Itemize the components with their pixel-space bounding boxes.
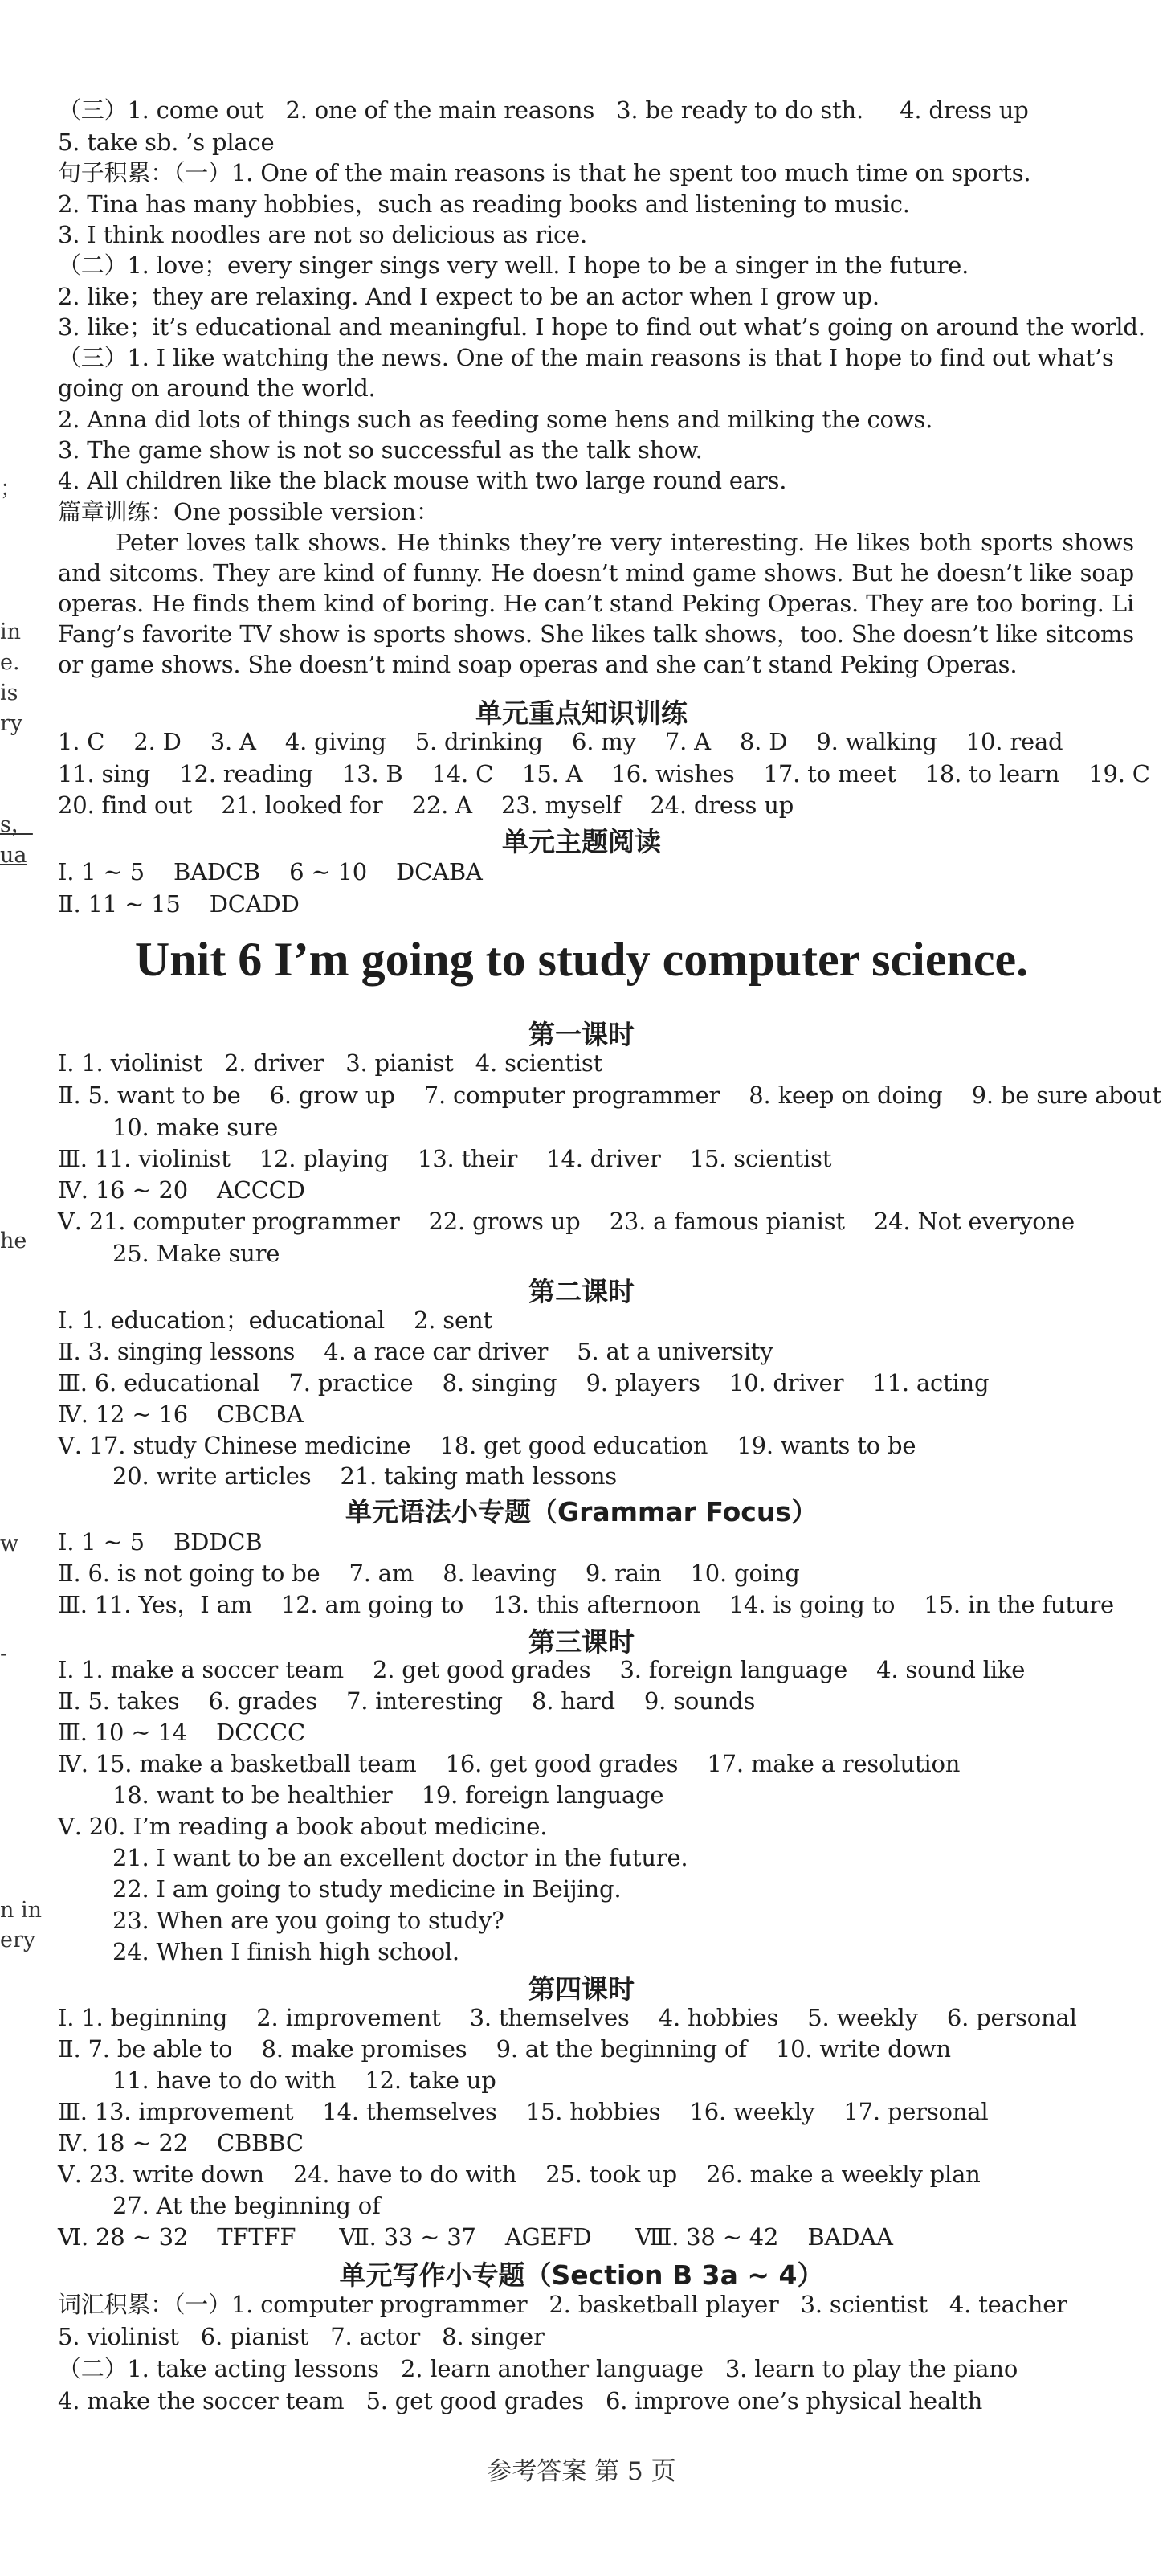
page-footer: 参考答案 第 5 页 [487, 2457, 676, 2486]
answer-line: Ⅰ. 1. beginning 2. improvement 3. themselves 4. hobbies 5. weekly 6. personal [58, 2004, 1077, 2031]
answer-line: Ⅱ. 3. singing lessons 4. a race car driver 5. at a university [58, 1338, 773, 1365]
answer-line: Ⅵ. 28 ~ 32 TFTFF Ⅶ. 33 ~ 37 AGEFD Ⅷ. 38 ~ 42 BADAA [58, 2223, 893, 2251]
margin-fragment: in [0, 619, 22, 644]
answer-line: 20. find out 21. looked for 22. A 23. myself 24. dress up [58, 791, 794, 819]
margin-fragment: n in [0, 1898, 42, 1923]
margin-fragment: e. [0, 650, 20, 675]
answer-line: 3. like；it’s educational and meaningful. I hope to find out what’s going on around the world. [58, 313, 1145, 341]
answer-line: Ⅲ. 11. violinist 12. playing 13. their 14. driver 15. scientist [58, 1145, 832, 1172]
answer-line: Ⅱ. 6. is not going to be 7. am 8. leaving 9. rain 10. going [58, 1560, 800, 1587]
answer-line: Ⅳ. 15. make a basketball team 16. get good grades 17. make a resolution [58, 1750, 961, 1777]
answer-line: Ⅴ. 23. write down 24. have to do with 25. took up 26. make a weekly plan [58, 2161, 981, 2188]
unit-title: Unit 6 I’m going to study computer science. [134, 933, 1029, 986]
answer-line: 21. I want to be an excellent doctor in the future. [112, 1844, 688, 1871]
answer-line: Ⅴ. 20. I’m reading a book about medicine. [58, 1813, 548, 1840]
essay-paragraph: Peter loves talk shows. He thinks they’re very interesting. He likes both sports shows and sitcoms. They are kind of funny. He doesn’t mind game shows. But he doesn’t like soap operas. He finds them kind of boring. He can’t stand Peking Operas. They are too boring. Li Fang’s favorite TV show is sports shows. She likes talk shows，too. She doesn’t like sitcoms or game shows. She doesn’t mind soap operas and she can’t stand Peking Operas. [58, 529, 1134, 678]
section-heading: 第一课时 [528, 1019, 635, 1050]
section-heading: 第二课时 [528, 1276, 635, 1307]
answer-line: Ⅳ. 12 ~ 16 CBCBA [58, 1400, 304, 1428]
section-heading: 第三课时 [528, 1626, 635, 1658]
answer-line: 27. At the beginning of [112, 2192, 381, 2219]
answer-line: 句子积累：（一）1. One of the main reasons is that he spent too much time on sports. [58, 159, 1031, 186]
answer-line: Ⅰ. 1. violinist 2. driver 3. pianist 4. scientist [58, 1049, 602, 1077]
answer-line: Ⅰ. 1. education；educational 2. sent [58, 1306, 492, 1334]
answer-line: Ⅰ. 1 ~ 5 BADCB 6 ~ 10 DCABA [58, 858, 483, 885]
margin-fragment: s， [0, 812, 33, 837]
answer-line: 2. like；they are relaxing. And I expect to be an actor when I grow up. [58, 283, 879, 310]
answer-line: 11. sing 12. reading 13. B 14. C 15. A 16. wishes 17. to meet 18. to learn 19. C [58, 760, 1150, 787]
answer-line: Ⅲ. 13. improvement 14. themselves 15. hobbies 16. weekly 17. personal [58, 2098, 989, 2125]
answer-line: Ⅳ. 16 ~ 20 ACCCD [58, 1176, 305, 1204]
answer-line: Ⅴ. 21. computer programmer 22. grows up 23. a famous pianist 24. Not everyone [58, 1208, 1075, 1235]
answer-line: 10. make sure [112, 1114, 279, 1141]
answer-line: going on around the world. [58, 374, 376, 402]
answer-line: 篇章训练：One possible version： [58, 498, 439, 525]
answer-line: Ⅰ. 1 ~ 5 BDDCB [58, 1528, 263, 1556]
answer-line: Ⅱ. 5. want to be 6. grow up 7. computer programmer 8. keep on doing 9. be sure about [58, 1082, 1161, 1109]
answer-line: Ⅱ. 7. be able to 8. make promises 9. at the beginning of 10. write down [58, 2035, 951, 2063]
answer-line: 5. take sb. ’s place [58, 129, 275, 156]
answer-line: 18. want to be healthier 19. foreign language [112, 1781, 664, 1809]
answer-line: 11. have to do with 12. take up [112, 2067, 496, 2094]
answer-line: 2. Anna did lots of things such as feeding some hens and milking the cows. [58, 406, 933, 433]
section-heading: 单元语法小专题（Grammar Focus） [345, 1496, 818, 1527]
answer-line: （二）1. love；every singer sings very well. I hope to be a singer in the future. [58, 251, 969, 279]
margin-fragment: ery [0, 1928, 36, 1952]
answer-line: 5. violinist 6. pianist 7. actor 8. singer [58, 2323, 545, 2350]
answer-line: Ⅰ. 1. make a soccer team 2. get good grades 3. foreign language 4. sound like [58, 1656, 1026, 1683]
answer-line: 1. C 2. D 3. A 4. giving 5. drinking 6. my 7. A 8. D 9. walking 10. read [58, 728, 1063, 755]
answer-line: Ⅳ. 18 ~ 22 CBBBC [58, 2129, 304, 2157]
margin-fragment: ua [0, 843, 27, 868]
answer-line: 词汇积累：（一）1. computer programmer 2. basketball player 3. scientist 4. teacher [58, 2291, 1067, 2318]
section-heading: 单元主题阅读 [502, 826, 661, 857]
answer-line: 4. All children like the black mouse with two large round ears. [58, 467, 787, 494]
answer-line: 22. I am going to study medicine in Beijing. [112, 1875, 622, 1903]
answer-line: Ⅲ. 10 ~ 14 DCCCC [58, 1719, 306, 1746]
answer-line: 3. The game show is not so successful as the talk show. [58, 436, 703, 464]
margin-fragment: - [0, 1642, 8, 1666]
answer-line: （二）1. take acting lessons 2. learn another language 3. learn to play the piano [58, 2355, 1018, 2382]
answer-line: 2. Tina has many hobbies，such as reading books and listening to music. [58, 190, 910, 218]
answer-line: （三）1. come out 2. one of the main reasons 3. be ready to do sth. 4. dress up [58, 96, 1029, 124]
answer-line: 20. write articles 21. taking math lessons [112, 1462, 617, 1490]
margin-fragment: w [0, 1531, 19, 1556]
answer-line: （三）1. I like watching the news. One of the main reasons is that I hope to find out what’s [58, 344, 1114, 371]
answer-line: 23. When are you going to study? [112, 1907, 504, 1934]
margin-fragment: he [0, 1229, 27, 1253]
answer-line: Ⅲ. 6. educational 7. practice 8. singing 9. players 10. driver 11. acting [58, 1369, 990, 1396]
section-heading: 单元重点知识训练 [475, 697, 688, 729]
answer-line: 3. I think noodles are not so delicious as rice. [58, 221, 588, 248]
answer-line: Ⅲ. 11. Yes，I am 12. am going to 13. this afternoon 14. is going to 15. in the future [58, 1591, 1114, 1618]
answer-line: Ⅱ. 11 ~ 15 DCADD [58, 890, 300, 918]
margin-fragment: is [0, 681, 18, 705]
section-heading: 单元写作小专题（Section B 3a ~ 4） [339, 2259, 824, 2291]
answer-line: 25. Make sure [112, 1240, 280, 1267]
margin-fragment: ry [0, 711, 23, 736]
answer-line: 4. make the soccer team 5. get good grades 6. improve one’s physical health [58, 2387, 983, 2414]
answer-line: Ⅱ. 5. takes 6. grades 7. interesting 8. hard 9. sounds [58, 1687, 756, 1715]
answer-line: 24. When I finish high school. [112, 1938, 459, 1965]
section-heading: 第四课时 [528, 1973, 635, 2005]
margin-fragment: ； [0, 476, 22, 501]
answer-line: Ⅴ. 17. study Chinese medicine 18. get good education 19. wants to be [58, 1432, 916, 1459]
